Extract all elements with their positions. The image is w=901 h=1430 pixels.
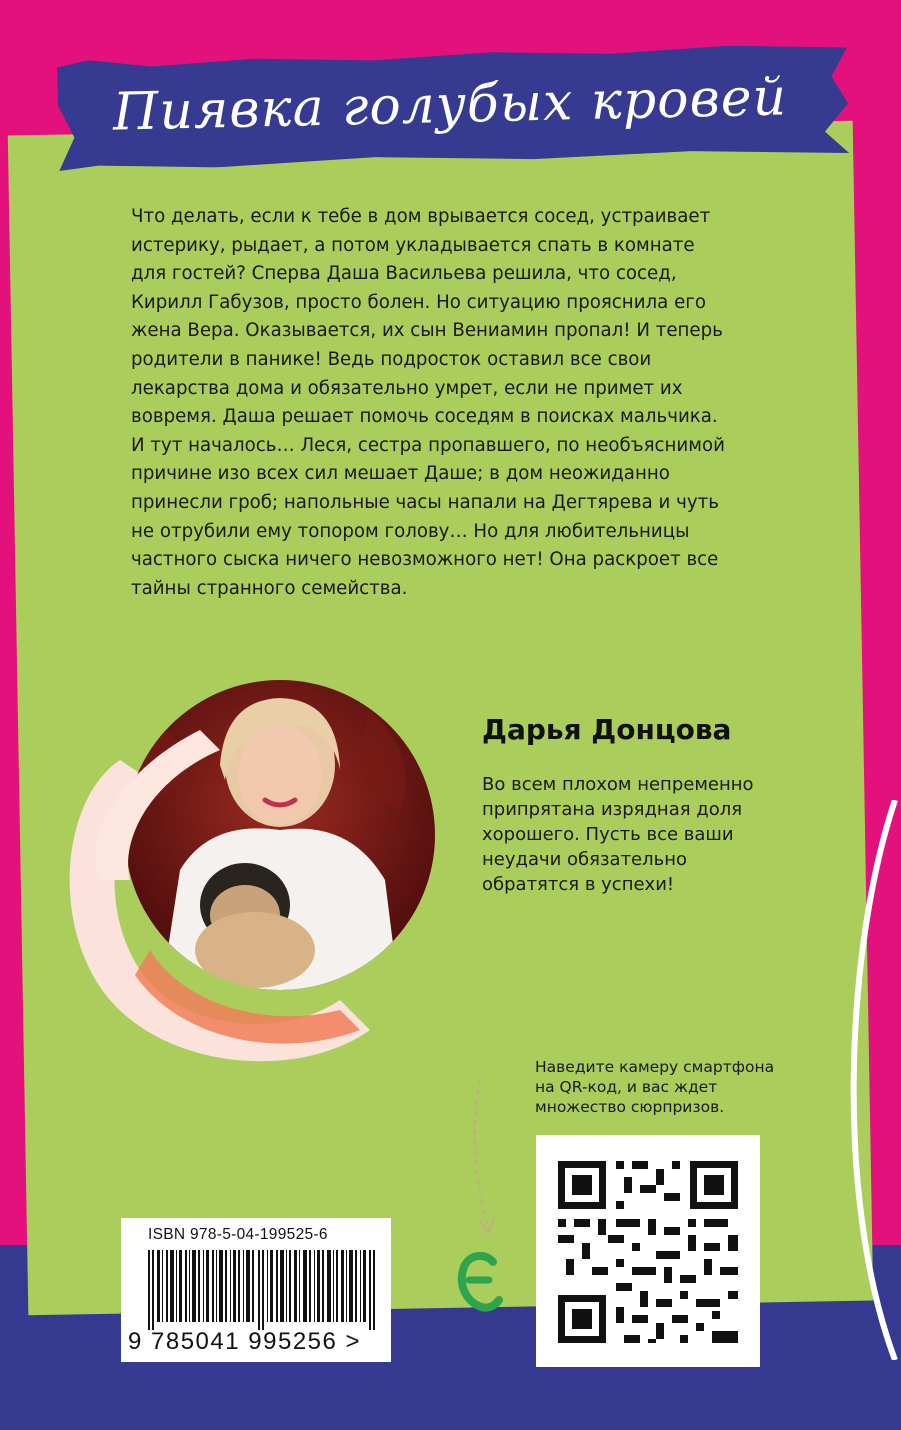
book-description bbox=[131, 203, 731, 603]
description-text: Что делать, если к тебе в дом врывается сосед, устраивает истерику, рыдает, а потом укладывается спать в комнате для гостей? Сперва Даша Васильева решила, что сосед, Кирилл Габузов, просто болен. Но ситуацию прояснила его жена Вера. Оказывается, их сын Вениамин пропал! И теперь родители в панике! Ведь подросток оставил все свои лекарства дома и обязательно умрет, если не примет их вовремя. Даша решает помочь соседям в поисках мальчика. И тут началось… Леся, сестра пропавшего, по необъяснимой причине изо всех сил мешает Даше; в дом неожиданно принесли гроб; напольные часы напали на Дегтярева и чуть не отрубили ему топором голову… Но для любительницы частного сыска ничего невозможного нет! Она раскроет все тайны странного семейства. bbox=[131, 206, 725, 599]
qr-code[interactable] bbox=[536, 1135, 760, 1367]
author-quote: Во всем плохом непременно припрятана изрядная доля хорошего. Пусть все ваши неудачи обязательно обратятся в успехи! bbox=[482, 774, 754, 895]
dashed-arrow-icon bbox=[470, 1075, 510, 1245]
author-photo bbox=[40, 670, 470, 1070]
isbn-label: ISBN 978-5-04-199525-6 bbox=[148, 1226, 328, 1243]
decorative-white-arc bbox=[835, 800, 901, 1360]
eksmo-logo-icon bbox=[455, 1246, 505, 1316]
author-name: Дарья Донцова bbox=[482, 713, 732, 746]
qr-code-icon bbox=[536, 1135, 760, 1367]
qr-hint: Наведите камеру смартфона на QR-код, и вас ждет множество сюрпризов. bbox=[535, 1058, 775, 1116]
book-title: Пиявка голубых кровей bbox=[112, 67, 788, 143]
ean-digits: 9 785041 995256 > bbox=[128, 1328, 362, 1355]
barcode-icon bbox=[148, 1250, 378, 1330]
